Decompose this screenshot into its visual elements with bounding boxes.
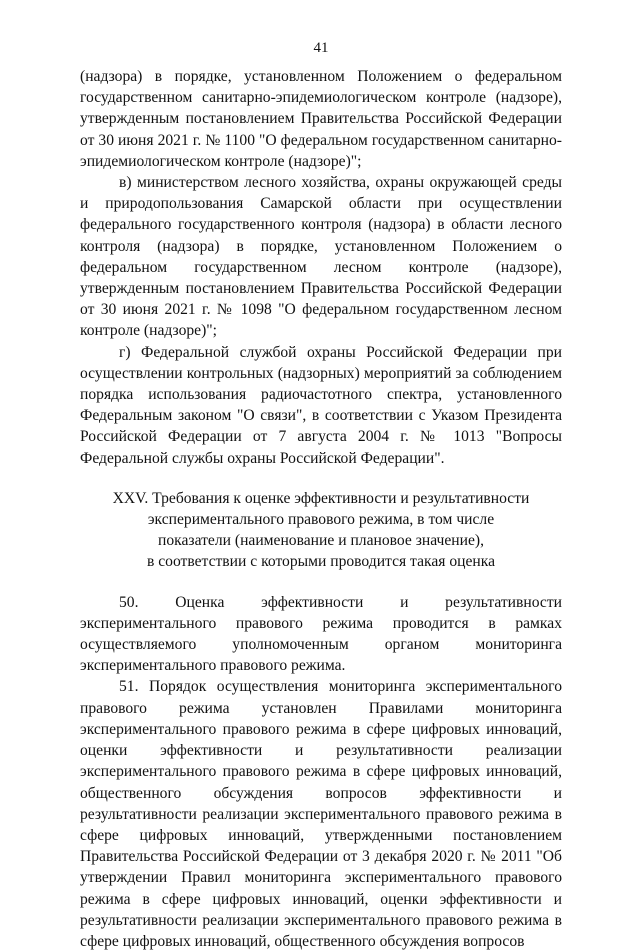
paragraph-51: 51. Порядок осуществления мониторинга экспериментального правового режима установлен Правилами мониторинга экспериментального правового режима в сфере цифровых инноваций, оценки эффективности и результативности реализации экспериментального правового режима в сфере цифровых инноваций, общественного обсуждения вопросов эффективности и результативности реализации экспериментального правового режима в сфере цифровых инноваций, утвержденными постановлением Правительства Российской Федерации от 3 декабря 2020 г. № 2011 "Об утверждении Правил мониторинга экспериментального правового режима в сфере цифровых инноваций, оценки эффективности и результативности реализации экспериментального правового режима в сфере цифровых инноваций, общественного обсуждения вопросов (80, 678, 562, 950)
section-heading (80, 488, 562, 573)
document-body (80, 66, 562, 952)
paragraph-item-g: г) Федеральной службой охраны Российской Федерации при осуществлении контрольных (надзорных) мероприятий за соблюдением порядка использования радиочастотного спектра, установленного Федеральным законом "О связи", в соответствии с Указом Президента Российской Федерации от 7 августа 2004 г. № 1013 "Вопросы Федеральной службы охраны Российской Федерации". (80, 343, 562, 467)
page-number: 41 (313, 40, 329, 56)
section-heading-line: XXV. Требования к оценке эффективности и результативности (112, 489, 530, 507)
paragraph-item-v: в) министерством лесного хозяйства, охраны окружающей среды и природопользования Самарской области при осуществлении федерального государственного контроля (надзора) в области лесного контроля (надзора) в порядке, установленном Положением о федеральном государственном лесном контроле (надзоре), утвержденным постановлением Правительства Российской Федерации от 30 июня 2021 г. № 1098 "О федеральном государственном лесном контроле (надзоре)"; (80, 174, 562, 340)
section-heading-line: в соответствии с которыми проводится такая оценка (146, 553, 495, 571)
section-heading-line: экспериментального правового режима, в том числе (147, 511, 495, 529)
paragraph-continuation: (надзора) в порядке, установленном Положением о федеральном государственном санитарно-эпидемиологическом контроле (надзоре), утвержденным постановлением Правительства Российской Федерации от 30 июня 2021 г. № 1100 "О федеральном государственном санитарно-эпидемиологическом контроле (надзоре)"; (80, 68, 562, 170)
section-heading-line: показатели (наименование и плановое значение), (158, 532, 484, 550)
paragraph-50: 50. Оценка эффективности и результативности экспериментального правового режима проводится в рамках осуществляемого уполномоченным органом мониторинга экспериментального правового режима. (80, 593, 562, 675)
document-page (80, 0, 562, 950)
